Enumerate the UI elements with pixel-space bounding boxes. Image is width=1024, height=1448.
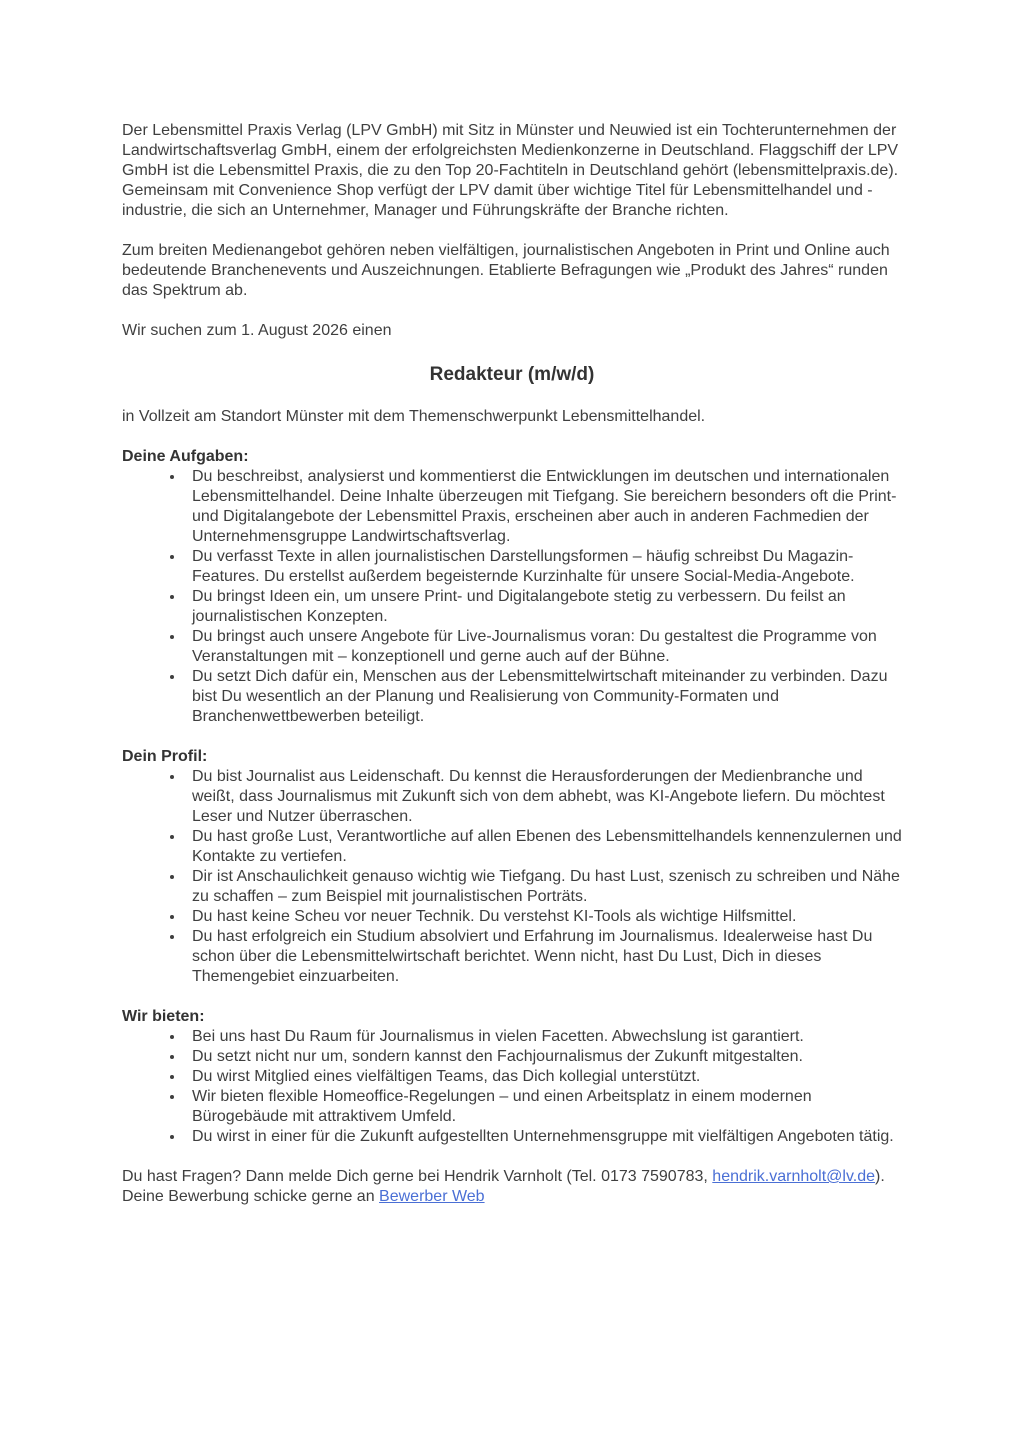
list-item: • Du hast große Lust, Verantwortliche auf allen Ebenen des Lebensmittelhandels kennenzulernen und Kontakte zu vertiefen. (185, 827, 902, 867)
closing-contact-text: Du hast Fragen? Dann melde Dich gerne bei Hendrik Varnholt (Tel. 0173 7590783, (122, 1168, 708, 1185)
list-item: • Du wirst in einer für die Zukunft aufgestellten Unternehmensgruppe mit vielfältigen Angeboten tätig. (185, 1127, 902, 1147)
page-title: Redakteur (m/w/d) (429, 364, 595, 385)
section-profil (122, 747, 902, 987)
list-item: • Dir ist Anschaulichkeit genauso wichtig wie Tiefgang. Du hast Lust, szenisch zu schreiben und Nähe zu schaffen – zum Beispiel mit journalistischen Porträts. (185, 867, 902, 907)
closing-middle-text: ). Deine Bewerbung schicke gerne an (122, 1168, 885, 1205)
list-item: • Du wirst Mitglied eines vielfältigen Teams, das Dich kollegial unterstützt. (185, 1067, 902, 1087)
list-item: • Du bringst Ideen ein, um unsere Print- und Digitalangebote stetig zu verbessern. Du feilst an journalistischen Konzepten. (185, 587, 902, 627)
list-item: • Du verfasst Texte in allen journalistischen Darstellungsformen – häufig schreibst Du Magazin-Features. Du erstellst außerdem begeisternde Kurzinhalte für unsere Social-Media-Angebote. (185, 547, 902, 587)
profil-list (122, 767, 902, 987)
section-heading-profil: Dein Profil: (122, 748, 208, 765)
list-item: • Du bist Journalist aus Leidenschaft. Du kennst die Herausforderungen der Medienbranche und weißt, dass Journalismus mit Zukunft sich von dem abhebt, was KI-Angebote liefern. Du möchtest Leser und Nutzer überraschen. (185, 767, 902, 827)
list-item: • Wir bieten flexible Homeoffice-Regelungen – und einen Arbeitsplatz in einem modernen Bürogebäude mit attraktivem Umfeld. (185, 1087, 902, 1127)
section-aufgaben (122, 447, 902, 727)
list-item: • Du bringst auch unsere Angebote für Live-Journalismus voran: Du gestaltest die Programme von Veranstaltungen mit – konzeptionell und gerne auch auf der Bühne. (185, 627, 902, 667)
list-item: • Du hast erfolgreich ein Studium absolviert und Erfahrung im Journalismus. Idealerweise hast Du schon über die Lebensmittelwirtschaft berichtet. Wenn nicht, hast Du Lust, Dich in dieses Themengebiet einzuarbeiten. (185, 927, 902, 987)
list-item: • Du setzt nicht nur um, sondern kannst den Fachjournalismus der Zukunft mitgestalten. (185, 1047, 902, 1067)
section-wir-bieten (122, 1007, 902, 1147)
wir-bieten-list (122, 1027, 902, 1147)
list-item: • Bei uns hast Du Raum für Journalismus in vielen Facetten. Abwechslung ist garantiert. (185, 1027, 902, 1047)
list-item: • Du beschreibst, analysierst und kommentierst die Entwicklungen im deutschen und internationalen Lebensmittelhandel. Deine Inhalte überzeugen mit Tiefgang. Sie bereichern besonders oft die Print- und Digitalangebote der Lebensmittel Praxis, erscheinen aber auch in anderen Fachmedien der Unternehmensgruppe Landwirtschaftsverlag. (185, 467, 902, 547)
subtitle-location: in Vollzeit am Standort Münster mit dem Themenschwerpunkt Lebensmittelhandel. (122, 408, 706, 425)
section-heading-aufgaben: Deine Aufgaben: (122, 448, 249, 465)
intro-paragraph-company: Der Lebensmittel Praxis Verlag (LPV GmbH) mit Sitz in Münster und Neuwied ist ein Tochterunternehmen der Landwirtschaftsverlag GmbH, einem der erfolgreichsten Medienkonzerne in Deutschland. Flaggschiff der LPV GmbH ist die Lebensmittel Praxis, die zu den Top 20-Fachtiteln in Deutschland gehört (lebensmittelpraxis.de). Gemeinsam mit Convenience Shop verfügt der LPV damit über wichtige Titel für Lebensmittelhandel und -industrie, die sich an Unternehmer, Manager und Führungskräfte der Branche richten. (122, 122, 899, 219)
list-item: • Du hast keine Scheu vor neuer Technik. Du verstehst KI-Tools als wichtige Hilfsmittel. (185, 907, 902, 927)
closing-paragraph (122, 1167, 902, 1207)
section-heading-wir-bieten: Wir bieten: (122, 1008, 205, 1025)
intro-paragraph-search-date: Wir suchen zum 1. August 2026 einen (122, 322, 392, 339)
email-link[interactable]: hendrik.varnholt@lv.de (712, 1168, 875, 1185)
intro-paragraph-media-offer: Zum breiten Medienangebot gehören neben vielfältigen, journalistischen Angeboten in Print und Online auch bedeutende Branchenevents und Auszeichnungen. Etablierte Befragungen wie „Produkt des Jahres“ runden das Spektrum ab. (122, 242, 890, 299)
aufgaben-list (122, 467, 902, 727)
bewerber-web-link[interactable]: Bewerber Web (379, 1188, 485, 1205)
list-item: • Du setzt Dich dafür ein, Menschen aus der Lebensmittelwirtschaft miteinander zu verbinden. Dazu bist Du wesentlich an der Planung und Realisierung von Community-Formaten und Branchenwettbewerben beteiligt. (185, 667, 902, 727)
